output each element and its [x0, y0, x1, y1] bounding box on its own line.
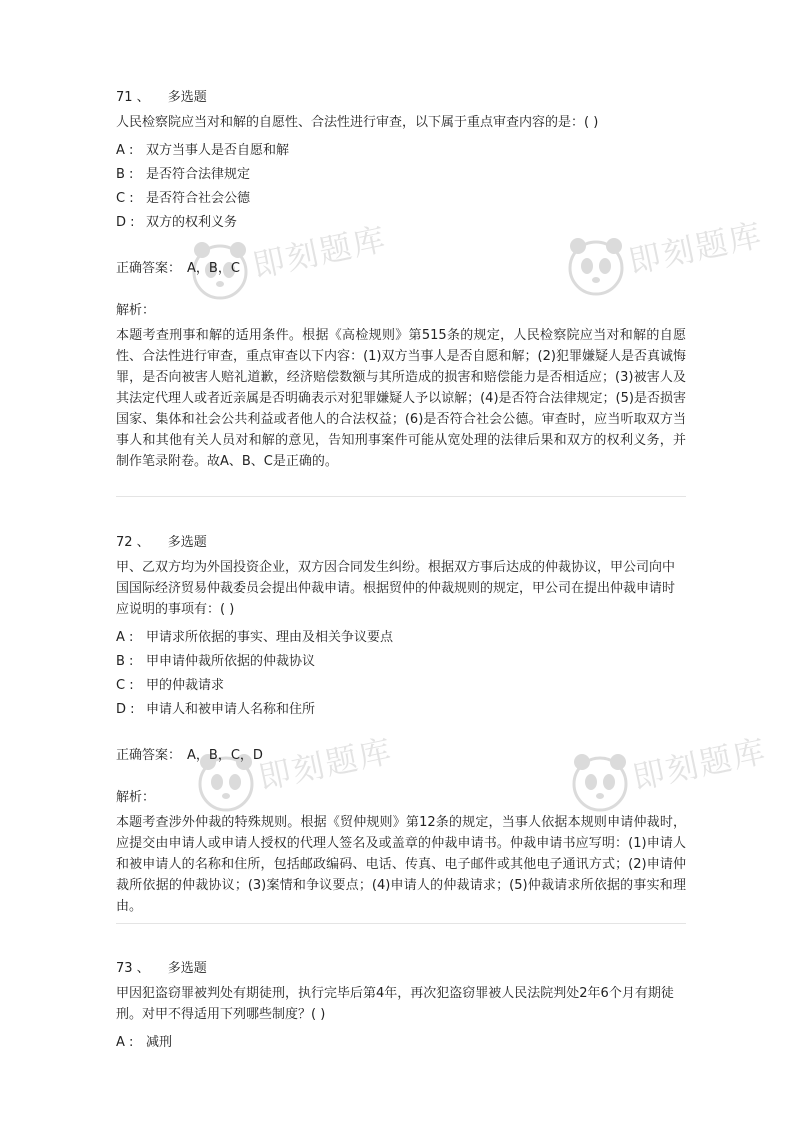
answer-value: A，B，C，D [187, 748, 263, 763]
question-71 [116, 88, 686, 472]
option-text: 申请人和被申请人名称和住所 [146, 702, 316, 717]
answer-label: 正确答案： [116, 748, 182, 763]
question-divider [116, 496, 686, 497]
question-73 [116, 959, 686, 1055]
option-letter: B : [116, 654, 134, 669]
question-stem: 甲因犯盗窃罪被判处有期徒刑，执行完毕后第4年，再次犯盗窃罪被人民法院判处2年6个月有期徒刑。对甲不得适用下列哪些制度？( ) [116, 986, 674, 1022]
option-text: 是否符合社会公德 [146, 191, 251, 206]
question-number: 73 、 [116, 961, 150, 976]
option-text: 双方当事人是否自愿和解 [146, 143, 290, 158]
question-divider [116, 923, 686, 924]
question-type: 多选题 [167, 961, 207, 976]
correct-answer [116, 746, 686, 766]
question-72 [116, 533, 686, 917]
option-letter: B : [116, 167, 134, 182]
question-type: 多选题 [167, 90, 207, 105]
option-c [116, 187, 686, 211]
watermark-text: 即刻题库 [625, 215, 767, 282]
option-letter: D : [116, 215, 135, 230]
option-a [116, 1031, 686, 1055]
question-stem: 甲、乙双方均为外国投资企业，双方因合同发生纠纷。根据双方事后达成的仲裁协议，甲公司向中国国际经济贸易仲裁委员会提出仲裁申请。根据贸仲的仲裁规则的规定，甲公司在提出仲裁申请时应说明的事项有：( ) [116, 560, 676, 617]
question-number: 72 、 [116, 535, 150, 550]
option-text: 甲的仲裁请求 [146, 678, 225, 693]
explanation-label: 解析： [116, 303, 156, 318]
watermark-text: 即刻题库 [255, 731, 397, 798]
option-letter: A : [116, 630, 134, 645]
option-b [116, 650, 686, 674]
option-text: 甲申请仲裁所依据的仲裁协议 [146, 654, 316, 669]
option-text: 是否符合法律规定 [146, 167, 251, 182]
question-number: 71 、 [116, 90, 150, 105]
option-c [116, 674, 686, 698]
watermark-text: 即刻题库 [629, 731, 771, 798]
question-type: 多选题 [167, 535, 207, 550]
question-stem: 人民检察院应当对和解的自愿性、合法性进行审查，以下属于重点审查内容的是：( ) [116, 115, 599, 130]
option-letter: C : [116, 678, 134, 693]
explanation-label: 解析： [116, 790, 156, 805]
question-header [116, 959, 686, 979]
option-letter: C : [116, 191, 134, 206]
option-b [116, 163, 686, 187]
question-header [116, 533, 686, 553]
option-letter: A : [116, 1035, 134, 1050]
question-header [116, 88, 686, 108]
answer-label: 正确答案： [116, 261, 182, 276]
option-a [116, 139, 686, 163]
watermark-text: 即刻题库 [249, 219, 391, 286]
correct-answer [116, 259, 686, 279]
option-d [116, 211, 686, 235]
explanation-text: 本题考查涉外仲裁的特殊规则。根据《贸仲规则》第12条的规定，当事人依据本规则申请仲裁时，应提交由申请人或申请人授权的代理人签名及或盖章的仲裁申请书。仲裁申请书应写明：(1)申请人和被申请人的名称和住所，包括邮政编码、电话、传真、电子邮件或其他电子通讯方式；(2)申请仲裁所依据的仲裁协议；(3)案情和争议要点；(4)申请人的仲裁请求；(5)仲裁请求所依据的事实和理由。 [116, 815, 686, 914]
option-letter: D : [116, 702, 135, 717]
explanation-text: 本题考查刑事和解的适用条件。根据《高检规则》第515条的规定，人民检察院应当对和解的自愿性、合法性进行审查，重点审查以下内容：(1)双方当事人是否自愿和解；(2)犯罪嫌疑人是否真诚悔罪，是否向被害人赔礼道歉，经济赔偿数额与其所造成的损害和赔偿能力是否相适应；(3)被害人及其法定代理人或者近亲属是否明确表示对犯罪嫌疑人予以谅解；(4)是否符合法律规定；(5)是否损害国家、集体和社会公共利益或者他人的合法权益；(6)是否符合社会公德。审查时，应当听取双方当事人和其他有关人员对和解的意见，告知刑事案件可能从宽处理的法律后果和双方的权利义务，并制作笔录附卷。故A、B、C是正确的。 [116, 328, 686, 469]
option-text: 减刑 [146, 1035, 173, 1050]
option-a [116, 626, 686, 650]
option-d [116, 698, 686, 722]
option-letter: A : [116, 143, 134, 158]
answer-value: A，B，C [187, 261, 240, 276]
option-text: 甲请求所依据的事实、理由及相关争议要点 [146, 630, 394, 645]
option-text: 双方的权利义务 [146, 215, 238, 230]
